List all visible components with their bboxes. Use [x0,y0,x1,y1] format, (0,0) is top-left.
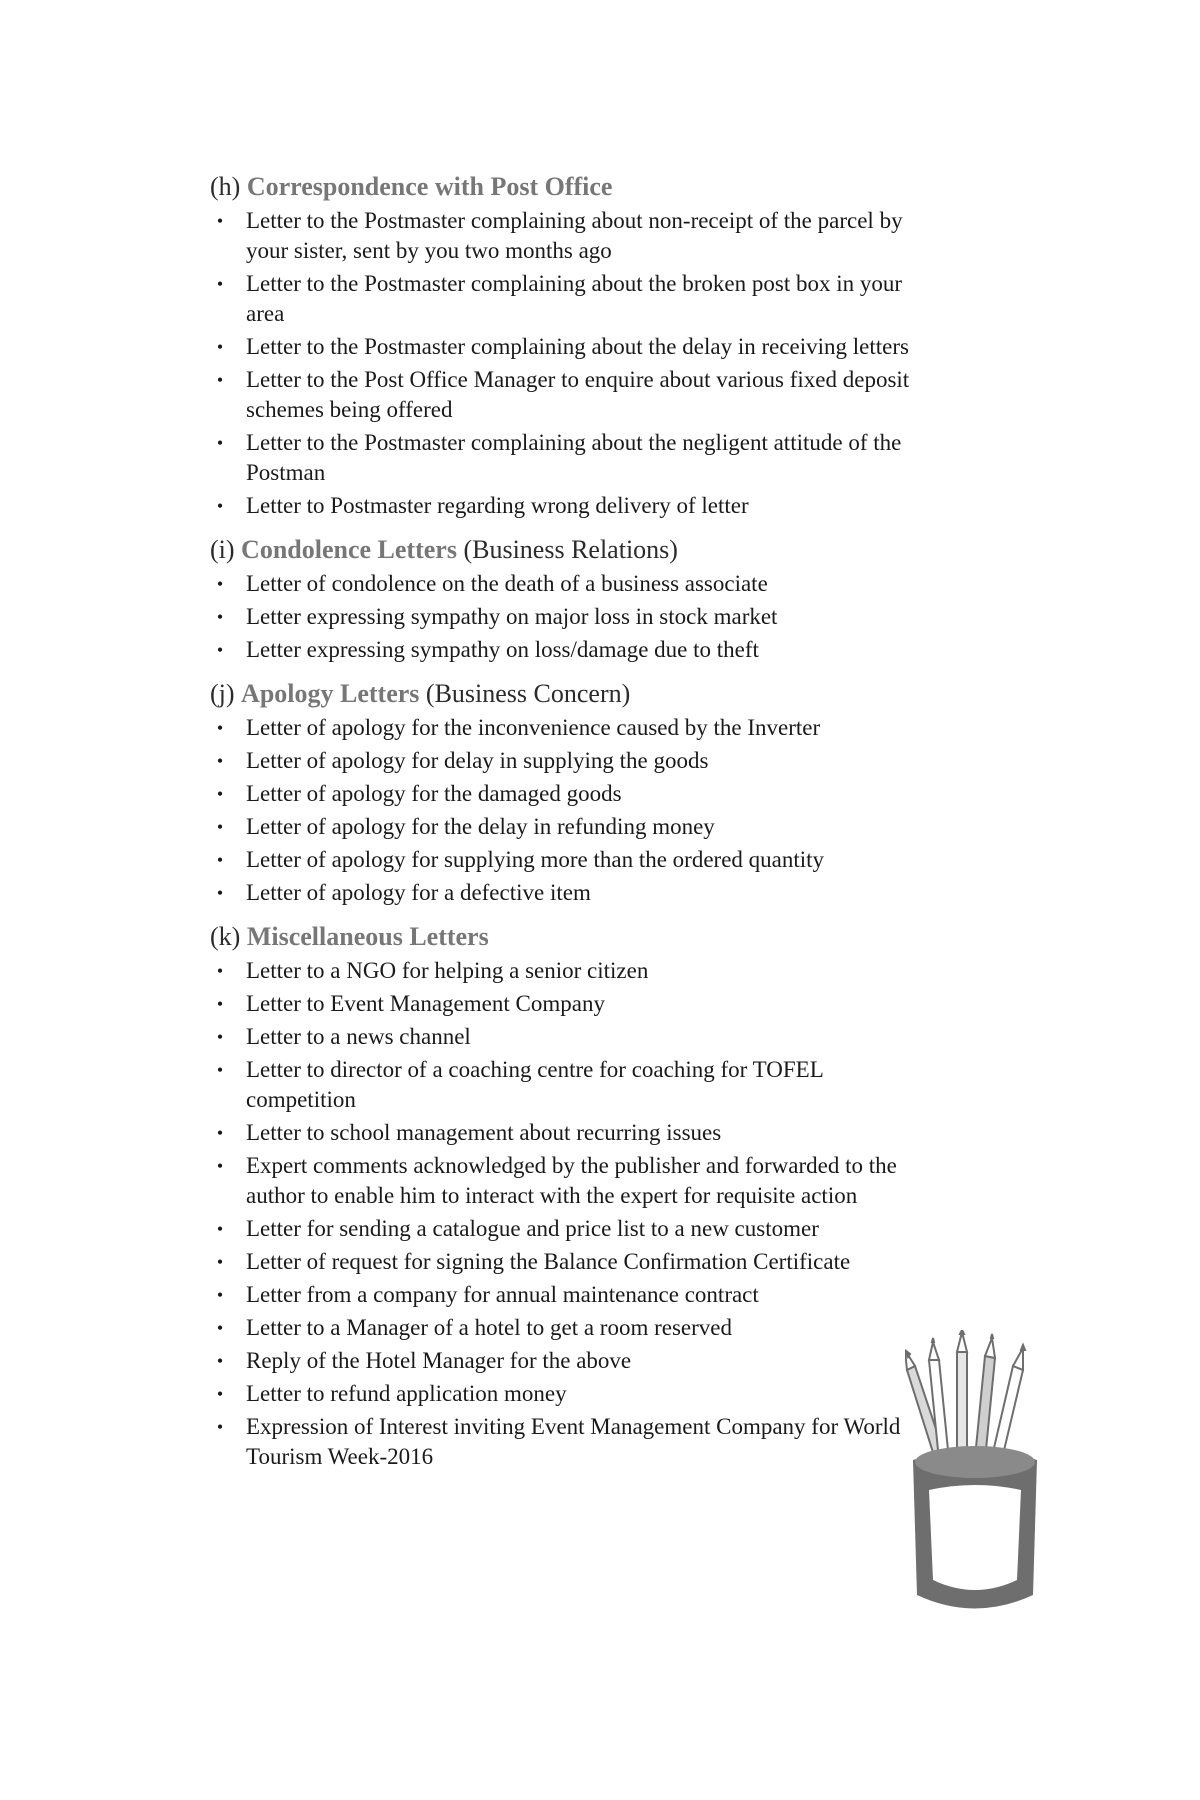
bullet-icon: • [216,1219,224,1239]
list-item-text: Letter of apology for supplying more than the ordered quantity [246,847,825,872]
list-item-text: Letter expressing sympathy on loss/damage due to theft [246,637,759,662]
item-list [210,206,910,521]
section-title: Condolence Letters [241,535,457,564]
list-item [210,1151,910,1211]
bullet-icon: • [216,1060,224,1080]
bullet-icon: • [216,784,224,804]
bullet-icon: • [216,274,224,294]
bullet-icon: • [216,1318,224,1338]
list-item [210,713,910,743]
list-item [210,269,910,329]
list-item [210,989,910,1019]
list-item-text: Letter of request for signing the Balance Confirmation Certificate [246,1249,851,1274]
bullet-icon: • [216,1027,224,1047]
list-item-text: Letter to the Post Office Manager to enquire about various fixed deposit schemes being offered [246,367,910,422]
list-item [210,1022,910,1052]
section-marker: (j) [210,679,235,708]
section-marker: (i) [210,535,235,564]
list-item-text: Letter from a company for annual maintenance contract [246,1282,759,1307]
bullet-icon: • [216,1417,224,1437]
list-item [210,1214,910,1244]
list-item-text: Letter expressing sympathy on major loss in stock market [246,604,778,629]
list-item-text: Reply of the Hotel Manager for the above [246,1348,632,1373]
list-item-text: Expression of Interest inviting Event Management Company for World Tourism Week-2016 [246,1414,901,1469]
bullet-icon: • [216,337,224,357]
list-item [210,1247,910,1277]
section-subtitle: (Business Concern) [425,679,631,708]
section-1 [210,533,910,665]
list-item [210,878,910,908]
list-item [210,1412,910,1472]
section-heading [210,677,910,711]
section-0 [210,170,910,521]
list-item-text: Letter to director of a coaching centre for coaching for TOFEL competition [246,1057,823,1112]
list-item [210,812,910,842]
section-3 [210,920,910,1472]
list-item [210,1346,910,1376]
list-item [210,1313,910,1343]
section-marker: (k) [210,922,241,951]
bullet-icon: • [216,1123,224,1143]
bullet-icon: • [216,607,224,627]
document-page [210,170,910,1484]
section-2 [210,677,910,908]
list-item-text: Letter of apology for delay in supplying the goods [246,748,709,773]
list-item [210,956,910,986]
section-title: Apology Letters [241,679,420,708]
list-item-text: Letter to the Postmaster complaining about the negligent attitude of the Postman [246,430,902,485]
list-item [210,1379,910,1409]
section-title: Correspondence with Post Office [246,172,613,201]
bullet-icon: • [216,1384,224,1404]
list-item-text: Letter of apology for the inconvenience caused by the Inverter [246,715,821,740]
list-item-text: Expert comments acknowledged by the publisher and forwarded to the author to enable him to interact with the expert for requisite action [246,1153,897,1208]
list-item-text: Letter for sending a catalogue and price list to a new customer [246,1216,819,1241]
list-item [210,635,910,665]
list-item-text: Letter to Postmaster regarding wrong delivery of letter [246,493,749,518]
bullet-icon: • [216,1351,224,1371]
list-item [210,602,910,632]
list-item [210,1118,910,1148]
list-item-text: Letter to the Postmaster complaining about the delay in receiving letters [246,334,909,359]
section-title: Miscellaneous Letters [246,922,489,951]
list-item-text: Letter to Event Management Company [246,991,605,1016]
list-item [210,365,910,425]
list-item [210,1055,910,1115]
bullet-icon: • [216,961,224,981]
list-item-text: Letter of apology for a defective item [246,880,591,905]
pencil-cup-icon [905,1330,1045,1615]
bullet-icon: • [216,994,224,1014]
bullet-icon: • [216,718,224,738]
item-list [210,956,910,1472]
bullet-icon: • [216,1285,224,1305]
list-item-text: Letter of apology for the delay in refunding money [246,814,715,839]
bullet-icon: • [216,433,224,453]
list-item [210,746,910,776]
list-item [210,845,910,875]
list-item-text: Letter to a news channel [246,1024,471,1049]
bullet-icon: • [216,817,224,837]
bullet-icon: • [216,1156,224,1176]
list-item-text: Letter to school management about recurring issues [246,1120,722,1145]
list-item [210,206,910,266]
item-list [210,569,910,665]
list-item [210,569,910,599]
list-item-text: Letter to the Postmaster complaining about non-receipt of the parcel by your sister, sent by you two months ago [246,208,903,263]
list-item-text: Letter of condolence on the death of a business associate [246,571,768,596]
bullet-icon: • [216,211,224,231]
list-item [210,491,910,521]
item-list [210,713,910,908]
list-item-text: Letter of apology for the damaged goods [246,781,622,806]
section-marker: (h) [210,172,241,201]
bullet-icon: • [216,1252,224,1272]
bullet-icon: • [216,640,224,660]
bullet-icon: • [216,496,224,516]
section-subtitle: (Business Relations) [463,535,678,564]
list-item [210,428,910,488]
bullet-icon: • [216,574,224,594]
section-heading [210,533,910,567]
bullet-icon: • [216,370,224,390]
section-heading [210,170,910,204]
list-item-text: Letter to refund application money [246,1381,567,1406]
bullet-icon: • [216,751,224,771]
list-item [210,1280,910,1310]
list-item [210,332,910,362]
list-item-text: Letter to a Manager of a hotel to get a room reserved [246,1315,732,1340]
section-heading [210,920,910,954]
bullet-icon: • [216,883,224,903]
bullet-icon: • [216,850,224,870]
list-item-text: Letter to the Postmaster complaining about the broken post box in your area [246,271,903,326]
list-item [210,779,910,809]
list-item-text: Letter to a NGO for helping a senior citizen [246,958,649,983]
